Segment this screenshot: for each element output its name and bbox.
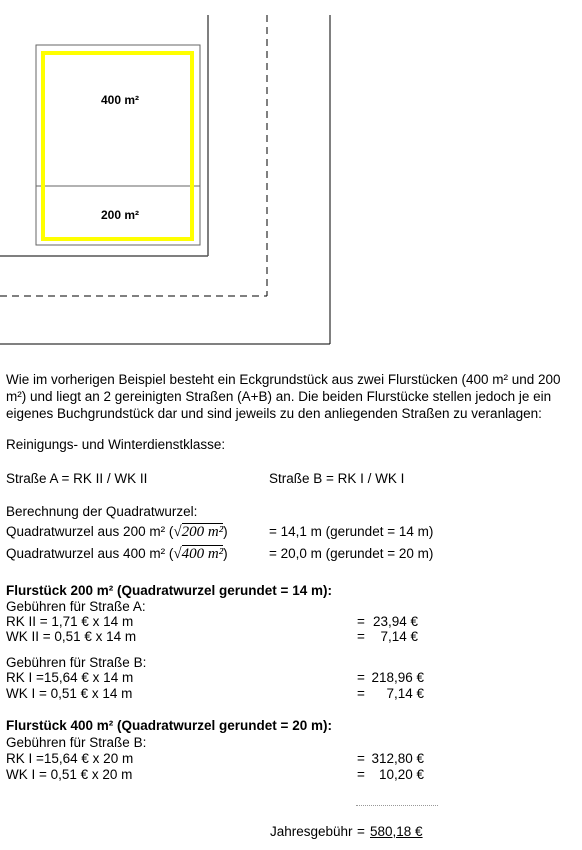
fee-row-label: WK I = 0,51 € x 14 m [6,686,133,701]
fee-row-value: 312,80 € [371,751,424,766]
sqrt-symbol: √ [173,524,182,540]
plot-200-label: 200 m² [100,208,140,222]
intro-paragraph: Wie im vorherigen Beispiel besteht ein Eckgrundstück aus zwei Flurstücken (400 m² und 200 m²) und liegt an 2 gereinigten Straßen (A+B) an. Die beiden Flurstücke stellen jedoch je ein eigenes Buchgrundstück dar und sind jeweils zu den anliegenden Straßen zu veranlagen: [6,372,561,421]
fee-row-eq: = [357,614,365,629]
sqrt-result-200: = 14,1 m (gerundet = 14 m) [269,524,434,539]
sqrt-symbol: √ [173,546,182,562]
fee-row-eq: = [357,751,365,766]
total-label: Jahresgebühr [270,824,353,839]
sqrt-row-400 [6,546,228,562]
classes-heading: Reinigungs- und Winterdienstklasse: [6,437,226,452]
fee-row-label: RK II = 1,71 € x 14 m [6,614,134,629]
fee-row-value: 7,14 € [386,686,424,701]
plot-diagram [0,0,582,360]
total-value: 580,18 € [370,824,423,839]
sqrt-label: Quadratwurzel aus 400 m² ( [6,546,174,561]
plot-400-label: 400 m² [100,93,140,107]
calc-heading: Berechnung der Quadratwurzel: [6,504,198,519]
plot200-street-b-heading: Gebühren für Straße B: [6,655,147,670]
plot200-heading: Flurstück 200 m² (Quadratwurzel gerundet = 14 m): [6,583,332,598]
sum-divider [356,805,438,806]
fee-row-value: 23,94 € [372,614,418,629]
fee-row-label: WK II = 0,51 € x 14 m [6,629,137,644]
sqrt-label: Quadratwurzel aus 200 m² ( [6,524,174,539]
sqrt-result-400: = 20,0 m (gerundet = 20 m) [269,546,434,561]
fee-row-label: RK I =15,64 € x 14 m [6,670,134,685]
fee-row-eq: = [357,670,365,685]
sqrt-close: ) [223,546,228,561]
fee-row-eq: = [357,767,365,782]
sqrt-close: ) [223,524,228,539]
sqrt-radicand: 400 m² [181,546,224,562]
plot400-heading: Flurstück 400 m² (Quadratwurzel gerundet = 20 m): [6,718,332,733]
plot400-street-b-heading: Gebühren für Straße B: [6,735,147,750]
sqrt-row-200 [6,524,228,540]
fee-row-eq: = [357,629,365,644]
street-a-class: Straße A = RK II / WK II [6,471,148,486]
total-eq: = [357,824,365,839]
fee-row-eq: = [357,686,365,701]
fee-row-value: 10,20 € [378,767,424,782]
fee-row-label: RK I =15,64 € x 20 m [6,751,134,766]
plot200-street-a-heading: Gebühren für Straße A: [6,599,146,614]
fee-row-value: 218,96 € [371,670,424,685]
fee-row-label: WK I = 0,51 € x 20 m [6,767,133,782]
fee-row-value: 7,14 € [380,629,418,644]
street-b-class: Straße B = RK I / WK I [269,471,405,486]
sqrt-radicand: 200 m² [181,524,224,540]
